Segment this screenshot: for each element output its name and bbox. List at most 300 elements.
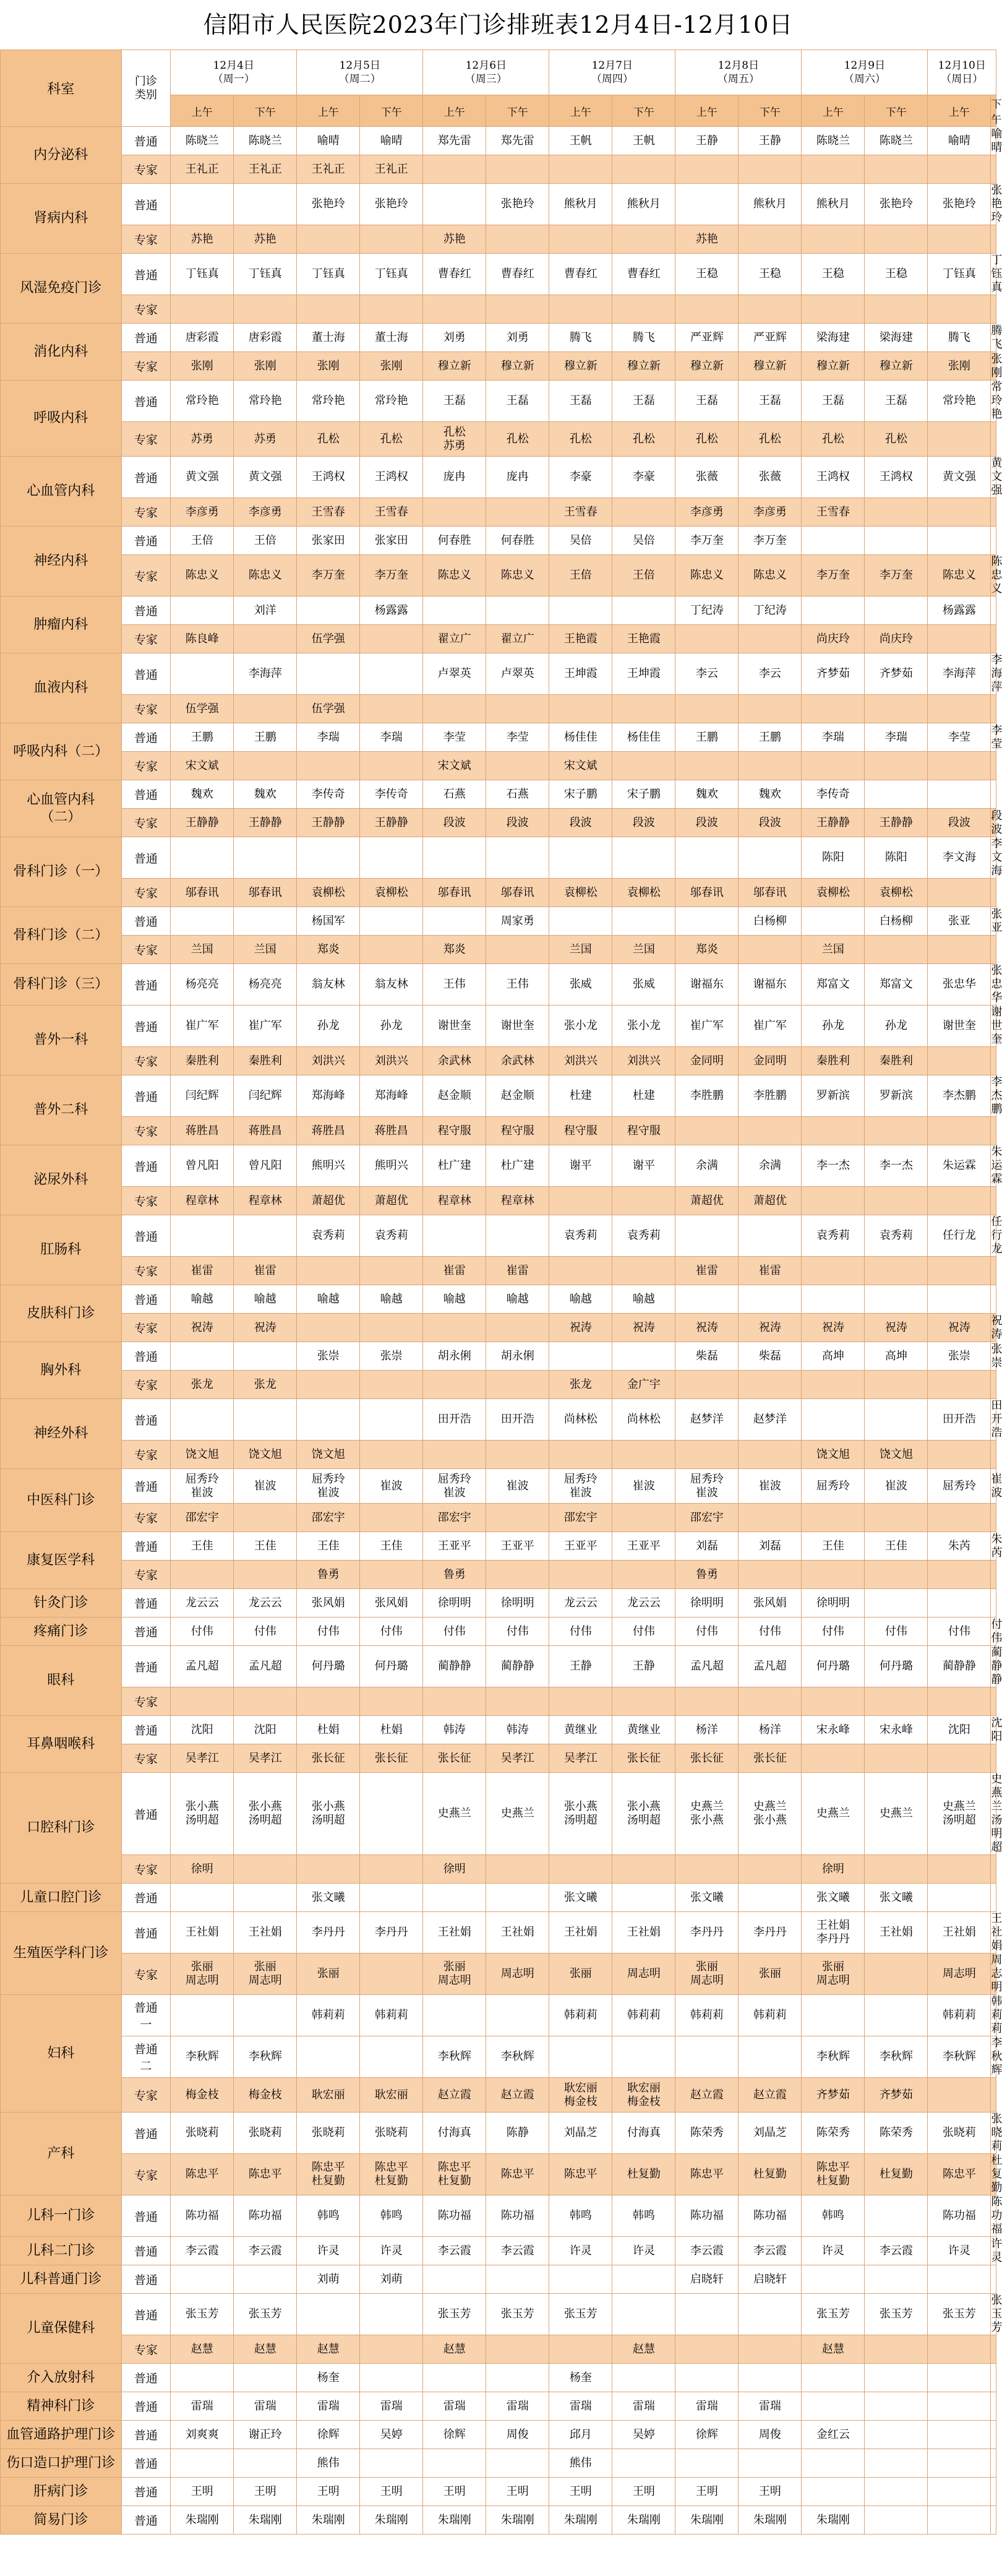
doctor-cell (802, 1399, 865, 1441)
doctor-cell (865, 752, 928, 780)
doctor-cell: 王明 (612, 2478, 675, 2506)
dept-row (1, 2506, 996, 2535)
doctor-cell: 邬春讯 (423, 879, 486, 907)
clinic-type: 普通 (121, 1075, 171, 1117)
doctor-cell: 孟凡超 (675, 1646, 739, 1687)
doctor-cell: 王社娟 (234, 1912, 297, 1954)
doctor-cell: 兰国 (612, 936, 675, 964)
dept-row (1, 625, 996, 653)
doctor-cell: 陈荣秀 (802, 2113, 865, 2154)
doctor-cell: 杜复勤 (739, 2154, 802, 2195)
doctor-cell (802, 1371, 865, 1399)
clinic-type: 专家 (121, 295, 171, 324)
doctor-cell: 陈忠义 (171, 555, 234, 597)
doctor-cell: 张丽 周志明 (234, 1954, 297, 1995)
doctor-cell: 陈晓兰 (865, 127, 928, 155)
doctor-cell: 王鸿权 (297, 457, 360, 498)
doctor-cell: 刘洪兴 (612, 1047, 675, 1075)
doctor-cell: 杜复勤 (991, 2154, 1002, 2194)
doctor-cell (234, 1687, 297, 1716)
doctor-cell (865, 1744, 928, 1773)
clinic-type: 普通 二 (121, 2036, 171, 2078)
doctor-cell (612, 597, 675, 625)
doctor-cell: 谢正玲 (234, 2421, 297, 2449)
doctor-cell: 孔松 (612, 422, 675, 457)
doctor-cell: 田开浩 (991, 1399, 1002, 1439)
header-weekday: （周一） (212, 73, 255, 85)
doctor-cell (928, 155, 991, 184)
doctor-cell (171, 907, 234, 936)
clinic-type: 专家 (121, 879, 171, 907)
doctor-cell: 赵慧 (423, 2335, 486, 2364)
doctor-cell: 张玉芳 (991, 2294, 1002, 2334)
doctor-cell: 张文曦 (802, 1884, 865, 1912)
doctor-cell (549, 1342, 612, 1371)
doctor-cell (171, 1884, 234, 1912)
clinic-type: 专家 (121, 695, 171, 723)
doctor-cell: 张艳玲 (991, 184, 1002, 224)
doctor-cell (991, 780, 996, 809)
doctor-cell: 陈荣秀 (865, 2113, 928, 2154)
doctor-cell: 王鸿权 (802, 457, 865, 498)
doctor-cell (549, 225, 612, 254)
doctor-cell: 孔松 (486, 422, 549, 457)
dept-row (1, 527, 996, 555)
doctor-cell: 刘勇 (486, 324, 549, 352)
doctor-cell: 耿宏丽 (360, 2078, 423, 2113)
clinic-type: 专家 (121, 352, 171, 381)
doctor-cell: 杜娟 (360, 1716, 423, 1744)
clinic-type: 普通 (121, 1145, 171, 1187)
clinic-type: 普通 (121, 1215, 171, 1257)
doctor-cell: 王艳霞 (549, 625, 612, 653)
doctor-cell (991, 1589, 996, 1618)
doctor-cell (360, 752, 423, 780)
doctor-cell: 朱瑞刚 (360, 2506, 423, 2535)
dept-name: 心血管内科 (1, 457, 122, 527)
doctor-cell: 李云霞 (234, 2237, 297, 2265)
doctor-cell: 李一杰 (802, 1145, 865, 1187)
dept-row (1, 2294, 996, 2335)
doctor-cell (486, 2265, 549, 2294)
doctor-cell: 雷瑞 (171, 2392, 234, 2421)
dept-row (1, 1954, 996, 1995)
doctor-cell (675, 155, 739, 184)
doctor-cell: 韩莉莉 (739, 1995, 802, 2036)
doctor-cell: 徐辉 (297, 2421, 360, 2449)
doctor-cell: 周志明 (486, 1954, 549, 1995)
doctor-cell: 魏欢 (234, 780, 297, 809)
clinic-type: 专家 (121, 625, 171, 653)
doctor-cell: 王明 (297, 2478, 360, 2506)
doctor-cell (360, 1884, 423, 1912)
doctor-cell (739, 625, 802, 653)
doctor-cell (486, 1371, 549, 1399)
doctor-cell: 徐明明 (802, 1589, 865, 1618)
doctor-cell: 付伟 (802, 1618, 865, 1646)
doctor-cell: 金红云 (802, 2421, 865, 2449)
doctor-cell: 喻晴 (928, 127, 991, 155)
doctor-cell: 曾凡阳 (171, 1145, 234, 1187)
doctor-cell: 韩鸣 (549, 2195, 612, 2237)
doctor-cell: 何春胜 (486, 527, 549, 555)
doctor-cell: 杨佳佳 (549, 723, 612, 752)
doctor-cell (171, 653, 234, 695)
doctor-cell: 赵立霞 (486, 2078, 549, 2113)
doctor-cell (928, 527, 991, 555)
doctor-cell: 王雪春 (297, 498, 360, 527)
doctor-cell: 杨洋 (739, 1716, 802, 1744)
doctor-cell: 邬春讯 (739, 879, 802, 907)
header-am: 上午 (297, 95, 360, 127)
doctor-cell: 王佳 (171, 1532, 234, 1561)
doctor-cell (234, 1215, 297, 1257)
doctor-cell: 翁友林 (297, 964, 360, 1006)
dept-name: 心血管内科 （二） (1, 780, 122, 837)
doctor-cell (612, 1257, 675, 1285)
doctor-cell: 陈忠义 (928, 555, 991, 597)
doctor-cell (171, 2265, 234, 2294)
dept-row (1, 1145, 996, 1187)
doctor-cell (991, 936, 996, 964)
doctor-cell: 刘洪兴 (360, 1047, 423, 1075)
doctor-cell: 李万奎 (360, 555, 423, 597)
dept-row (1, 1469, 996, 1504)
doctor-cell (928, 1855, 991, 1884)
doctor-cell: 魏欢 (171, 780, 234, 809)
doctor-cell: 朱瑞刚 (486, 2506, 549, 2535)
doctor-cell: 王静 (612, 1646, 675, 1687)
doctor-cell: 沈阳 (928, 1716, 991, 1744)
doctor-cell: 杨露露 (928, 597, 991, 625)
doctor-cell: 朱芮 (991, 1532, 1002, 1559)
dept-row (1, 1047, 996, 1075)
doctor-cell: 秦胜利 (802, 1047, 865, 1075)
header-pm: 下午 (991, 95, 996, 127)
doctor-cell (865, 1504, 928, 1532)
doctor-cell (865, 155, 928, 184)
dept-row (1, 752, 996, 780)
clinic-type: 专家 (121, 1441, 171, 1469)
doctor-cell (865, 295, 928, 324)
doctor-cell (739, 2294, 802, 2335)
dept-row (1, 184, 996, 225)
doctor-cell: 史燕兰 (865, 1773, 928, 1855)
doctor-cell: 邬春讯 (675, 879, 739, 907)
doctor-cell (865, 2392, 928, 2421)
doctor-cell: 熊秋月 (549, 184, 612, 225)
doctor-cell: 张丽 周志明 (171, 1954, 234, 1995)
doctor-cell: 赵慧 (234, 2335, 297, 2364)
doctor-cell: 孙龙 (802, 1006, 865, 1047)
doctor-cell: 梅金枝 (171, 2078, 234, 2113)
doctor-cell: 齐梦茹 (802, 2078, 865, 2113)
doctor-cell: 翟立广 (486, 625, 549, 653)
dept-row (1, 1117, 996, 1145)
clinic-type: 专家 (121, 1744, 171, 1773)
doctor-cell: 张文曦 (549, 1884, 612, 1912)
doctor-cell: 王明 (739, 2478, 802, 2506)
doctor-cell: 杨露露 (360, 597, 423, 625)
doctor-cell: 李万奎 (802, 555, 865, 597)
doctor-cell: 李云霞 (486, 2237, 549, 2265)
doctor-cell: 王磊 (865, 381, 928, 422)
doctor-cell (297, 2294, 360, 2335)
doctor-cell: 雷瑞 (423, 2392, 486, 2421)
doctor-cell: 张家田 (297, 527, 360, 555)
doctor-cell: 王社娟 (423, 1912, 486, 1954)
doctor-cell (739, 2335, 802, 2364)
doctor-cell: 丁钰真 (928, 254, 991, 295)
doctor-cell: 尚林松 (612, 1399, 675, 1441)
doctor-cell: 庞冉 (486, 457, 549, 498)
doctor-cell: 李云霞 (865, 2237, 928, 2265)
doctor-cell: 王社娟 (865, 1912, 928, 1954)
doctor-cell: 孔松 (675, 422, 739, 457)
header-am: 上午 (549, 95, 612, 127)
doctor-cell: 张小燕 汤明超 (612, 1773, 675, 1855)
doctor-cell (865, 2335, 928, 2364)
clinic-type: 普通 (121, 2237, 171, 2265)
doctor-cell: 谢平 (612, 1145, 675, 1187)
doctor-cell: 张风娟 (297, 1589, 360, 1618)
clinic-type: 专家 (121, 1047, 171, 1075)
clinic-type: 专家 (121, 155, 171, 184)
doctor-cell: 王佳 (865, 1532, 928, 1561)
doctor-cell (360, 1561, 423, 1589)
doctor-cell: 饶文旭 (802, 1441, 865, 1469)
doctor-cell (171, 1342, 234, 1371)
doctor-cell: 张长征 (423, 1744, 486, 1773)
doctor-cell: 段波 (549, 809, 612, 837)
doctor-cell (360, 1954, 423, 1995)
doctor-cell: 熊伟 (297, 2449, 360, 2478)
dept-name: 简易门诊 (1, 2506, 122, 2535)
doctor-cell: 王社娟 李丹丹 (802, 1912, 865, 1954)
doctor-cell: 崔广军 (739, 1006, 802, 1047)
doctor-cell (802, 597, 865, 625)
doctor-cell: 屈秀玲 崔波 (423, 1469, 486, 1504)
doctor-cell (865, 1285, 928, 1314)
doctor-cell: 张玉芳 (928, 2294, 991, 2335)
doctor-cell (297, 597, 360, 625)
doctor-cell: 白杨柳 (865, 907, 928, 936)
doctor-cell: 张家田 (360, 527, 423, 555)
doctor-cell: 秦胜利 (171, 1047, 234, 1075)
doctor-cell: 祝涛 (171, 1314, 234, 1342)
doctor-cell (297, 837, 360, 879)
doctor-cell: 陈功福 (171, 2195, 234, 2237)
doctor-cell: 朱瑞刚 (297, 2506, 360, 2535)
doctor-cell: 朱运霖 (928, 1145, 991, 1187)
dept-name: 伤口造口护理门诊 (1, 2449, 122, 2478)
dept-name: 普外一科 (1, 1006, 122, 1075)
doctor-cell: 孔松 (739, 422, 802, 457)
header-day-6 (802, 50, 928, 95)
doctor-cell: 赵金顺 (423, 1075, 486, 1117)
doctor-cell (297, 653, 360, 695)
doctor-cell (360, 225, 423, 254)
doctor-cell: 刘勇 (423, 324, 486, 352)
doctor-cell (360, 837, 423, 879)
doctor-cell: 李秋辉 (423, 2036, 486, 2078)
dept-row (1, 2392, 996, 2421)
header-pm: 下午 (739, 95, 802, 127)
clinic-type: 普通 (121, 1716, 171, 1744)
doctor-cell: 孔松 (360, 422, 423, 457)
doctor-cell: 王亚平 (486, 1532, 549, 1561)
doctor-cell: 李瑞 (865, 723, 928, 752)
dept-name: 儿科一门诊 (1, 2195, 122, 2237)
doctor-cell: 崔波 (612, 1469, 675, 1504)
doctor-cell: 王静静 (297, 809, 360, 837)
doctor-cell: 龙云云 (549, 1589, 612, 1618)
doctor-cell: 程守服 (423, 1117, 486, 1145)
clinic-type: 普通 (121, 527, 171, 555)
doctor-cell (234, 1995, 297, 2036)
doctor-cell: 邬春讯 (171, 879, 234, 907)
dept-row (1, 1884, 996, 1912)
doctor-cell: 韩鸣 (612, 2195, 675, 2237)
dept-name: 肛肠科 (1, 1215, 122, 1285)
dept-name: 口腔科门诊 (1, 1773, 122, 1884)
doctor-cell: 陈忠平 杜复勤 (360, 2154, 423, 2195)
clinic-type: 普通 (121, 723, 171, 752)
doctor-cell: 张文曦 (675, 1884, 739, 1912)
doctor-cell: 王明 (171, 2478, 234, 2506)
doctor-cell: 周俊 (486, 2421, 549, 2449)
clinic-type: 普通 (121, 907, 171, 936)
doctor-cell: 王亚平 (612, 1532, 675, 1561)
doctor-cell: 崔波 (360, 1469, 423, 1504)
doctor-cell (234, 2265, 297, 2294)
doctor-cell: 张晓莉 (991, 2113, 1002, 2153)
doctor-cell: 谢世奎 (991, 1006, 1002, 1046)
doctor-cell: 袁秀莉 (549, 1215, 612, 1257)
doctor-cell (991, 527, 996, 555)
doctor-cell (928, 2265, 991, 2294)
doctor-cell: 史燕兰 汤明超 (928, 1773, 991, 1855)
dept-name: 神经内科 (1, 527, 122, 597)
doctor-cell: 徐明 (802, 1855, 865, 1884)
doctor-cell (360, 936, 423, 964)
doctor-cell (360, 1314, 423, 1342)
dept-row (1, 1561, 996, 1589)
doctor-cell: 崔波 (739, 1469, 802, 1504)
doctor-cell: 李莹 (991, 723, 1002, 751)
doctor-cell: 陈阳 (802, 837, 865, 879)
doctor-cell (865, 1995, 928, 2036)
doctor-cell (865, 2195, 928, 2237)
doctor-cell (865, 936, 928, 964)
doctor-cell (360, 295, 423, 324)
doctor-cell: 王佳 (297, 1532, 360, 1561)
doctor-cell: 喻越 (171, 1285, 234, 1314)
header-pm: 下午 (234, 95, 297, 127)
doctor-cell (612, 155, 675, 184)
doctor-cell (360, 2294, 423, 2335)
doctor-cell: 陈忠平 (234, 2154, 297, 2195)
doctor-cell: 李胜鹏 (675, 1075, 739, 1117)
doctor-cell (360, 653, 423, 695)
doctor-cell (865, 1589, 928, 1618)
dept-row (1, 324, 996, 352)
doctor-cell (928, 780, 991, 809)
doctor-cell (991, 1371, 996, 1399)
dept-row (1, 498, 996, 527)
header-day-3 (423, 50, 549, 95)
doctor-cell (928, 295, 991, 324)
doctor-cell: 李一杰 (865, 1145, 928, 1187)
clinic-type: 普通 (121, 837, 171, 879)
doctor-cell (360, 2364, 423, 2392)
doctor-cell: 宋文斌 (423, 752, 486, 780)
doctor-cell: 陈忠平 (675, 2154, 739, 2195)
doctor-cell: 张玉芳 (234, 2294, 297, 2335)
doctor-cell: 谢世奎 (486, 1006, 549, 1047)
doctor-cell (234, 1855, 297, 1884)
doctor-cell: 张小燕 汤明超 (297, 1773, 360, 1855)
doctor-cell (486, 597, 549, 625)
doctor-cell (928, 1561, 991, 1589)
doctor-cell: 耿宏丽 (297, 2078, 360, 2113)
dept-name: 骨科门诊（三） (1, 964, 122, 1006)
doctor-cell: 孔松 (297, 422, 360, 457)
doctor-cell: 穆立新 (549, 352, 612, 381)
doctor-cell: 朱瑞刚 (739, 2506, 802, 2535)
doctor-cell: 陈忠平 杜复勤 (297, 2154, 360, 2195)
dept-row (1, 2265, 996, 2294)
doctor-cell: 段波 (612, 809, 675, 837)
doctor-cell: 卢翠英 (486, 653, 549, 695)
doctor-cell: 王社娟 (991, 1912, 1002, 1952)
doctor-cell: 黄文强 (234, 457, 297, 498)
doctor-cell (549, 1855, 612, 1884)
doctor-cell (171, 597, 234, 625)
doctor-cell: 朱瑞刚 (549, 2506, 612, 2535)
dept-row (1, 2154, 996, 2195)
dept-row (1, 653, 996, 695)
doctor-cell (991, 695, 996, 723)
doctor-cell (360, 1855, 423, 1884)
doctor-cell: 王佳 (234, 1532, 297, 1561)
header-day-4 (549, 50, 675, 95)
dept-row (1, 2237, 996, 2265)
doctor-cell: 周志明 (928, 1954, 991, 1995)
doctor-cell: 王帆 (612, 127, 675, 155)
doctor-cell: 张忠华 (991, 964, 1002, 1004)
dept-name: 肿瘤内科 (1, 597, 122, 653)
doctor-cell: 张艳玲 (486, 184, 549, 225)
doctor-cell: 孟凡超 (171, 1646, 234, 1687)
doctor-cell (802, 1561, 865, 1589)
doctor-cell: 伍学强 (297, 625, 360, 653)
doctor-cell (865, 2449, 928, 2478)
doctor-cell: 王鹏 (171, 723, 234, 752)
doctor-cell: 陈忠义 (675, 555, 739, 597)
dept-row (1, 780, 996, 809)
dept-row (1, 422, 996, 457)
doctor-cell: 付伟 (297, 1618, 360, 1646)
dept-row (1, 1773, 996, 1855)
doctor-cell (486, 752, 549, 780)
doctor-cell (675, 1215, 739, 1257)
doctor-cell: 朱运霖 (991, 1145, 1002, 1186)
header-am: 上午 (675, 95, 739, 127)
doctor-cell (865, 1687, 928, 1716)
clinic-type: 普通 (121, 2364, 171, 2392)
doctor-cell: 赵立霞 (739, 2078, 802, 2113)
